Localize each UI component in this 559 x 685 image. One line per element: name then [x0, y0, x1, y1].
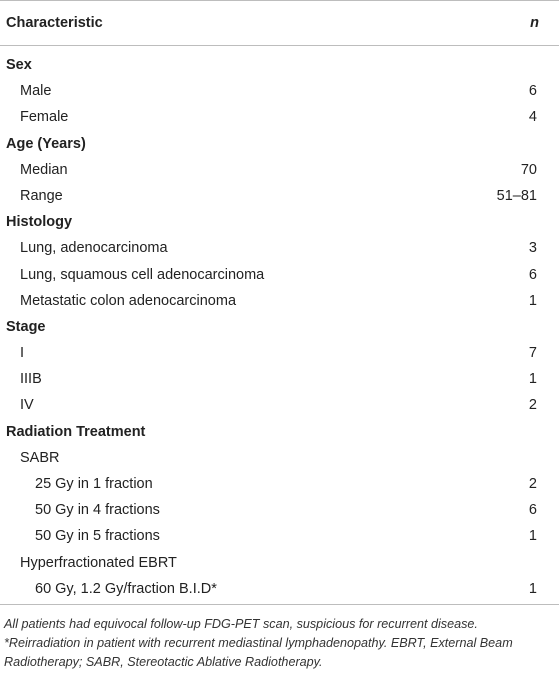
row-count: 6 — [528, 502, 537, 519]
table-row — [0, 471, 559, 497]
row-label: IIIB — [20, 371, 42, 388]
header-n: n — [530, 15, 539, 31]
table-row — [0, 262, 559, 288]
row-count: 7 — [528, 345, 537, 362]
section-heading: Histology — [6, 214, 73, 231]
row-label: SABR — [20, 449, 60, 466]
row-label: I — [20, 345, 25, 362]
section-heading: Age (Years) — [6, 135, 86, 152]
table-row — [0, 366, 559, 392]
row-count: 51–81 — [496, 187, 537, 204]
section-heading-row — [0, 52, 559, 78]
row-label: Lung, adenocarcinoma — [20, 240, 168, 257]
table-row — [0, 288, 559, 314]
row-count: 2 — [528, 476, 537, 492]
table-footnote: All patients had equivocal follow-up FDG-PET scan, suspicious for recurrent disease. *Reirradiation in patient with recurrent mediastinal lymphadenopathy. EBRT, External Beam Radiotherapy; SABR, Stereotactic Ablative Radiotherapy. — [4, 616, 513, 669]
table-row — [0, 183, 559, 209]
row-count: 6 — [528, 83, 537, 100]
row-label: Metastatic colon adenocarcinoma — [20, 292, 237, 309]
row-label: 50 Gy in 5 fractions — [35, 528, 160, 545]
section-heading-row — [0, 419, 559, 445]
row-count: 1 — [528, 580, 537, 597]
row-count: 1 — [528, 528, 537, 545]
table-row — [0, 392, 559, 418]
row-count: 4 — [528, 109, 537, 126]
table-row — [0, 523, 559, 549]
section-heading-row — [0, 131, 559, 157]
header-characteristic: Characteristic — [6, 15, 103, 31]
row-count: 3 — [528, 240, 537, 257]
section-heading-row — [0, 209, 559, 235]
table-row — [0, 497, 559, 523]
table-body — [0, 52, 559, 602]
table-bottom-rule — [0, 604, 559, 605]
table-row — [0, 157, 559, 183]
row-label: Male — [20, 83, 52, 100]
row-label: Female — [20, 109, 69, 126]
table-row — [0, 235, 559, 261]
row-label: Hyperfractionated EBRT — [20, 554, 177, 571]
row-count: 2 — [528, 397, 537, 414]
table-header-row — [0, 1, 559, 46]
table-row — [0, 550, 559, 576]
section-heading-row — [0, 314, 559, 340]
row-label: 60 Gy, 1.2 Gy/fraction B.I.D* — [35, 580, 217, 597]
row-count: 6 — [528, 266, 537, 283]
row-label: 50 Gy in 4 fractions — [35, 502, 160, 519]
section-heading: Stage — [6, 318, 46, 335]
row-count: 70 — [520, 161, 537, 178]
row-label: Range — [20, 187, 63, 204]
row-label: IV — [20, 397, 34, 414]
section-heading: Sex — [6, 57, 32, 73]
row-count: 1 — [528, 371, 537, 388]
row-label: Median — [20, 161, 68, 178]
row-label: 25 Gy in 1 fraction — [35, 476, 153, 492]
table-row — [0, 576, 559, 602]
table-row — [0, 445, 559, 471]
table-row — [0, 78, 559, 104]
section-heading: Radiation Treatment — [6, 423, 146, 440]
table-row — [0, 104, 559, 130]
row-count: 1 — [528, 292, 537, 309]
table-row — [0, 340, 559, 366]
row-label: Lung, squamous cell adenocarcinoma — [20, 266, 265, 283]
